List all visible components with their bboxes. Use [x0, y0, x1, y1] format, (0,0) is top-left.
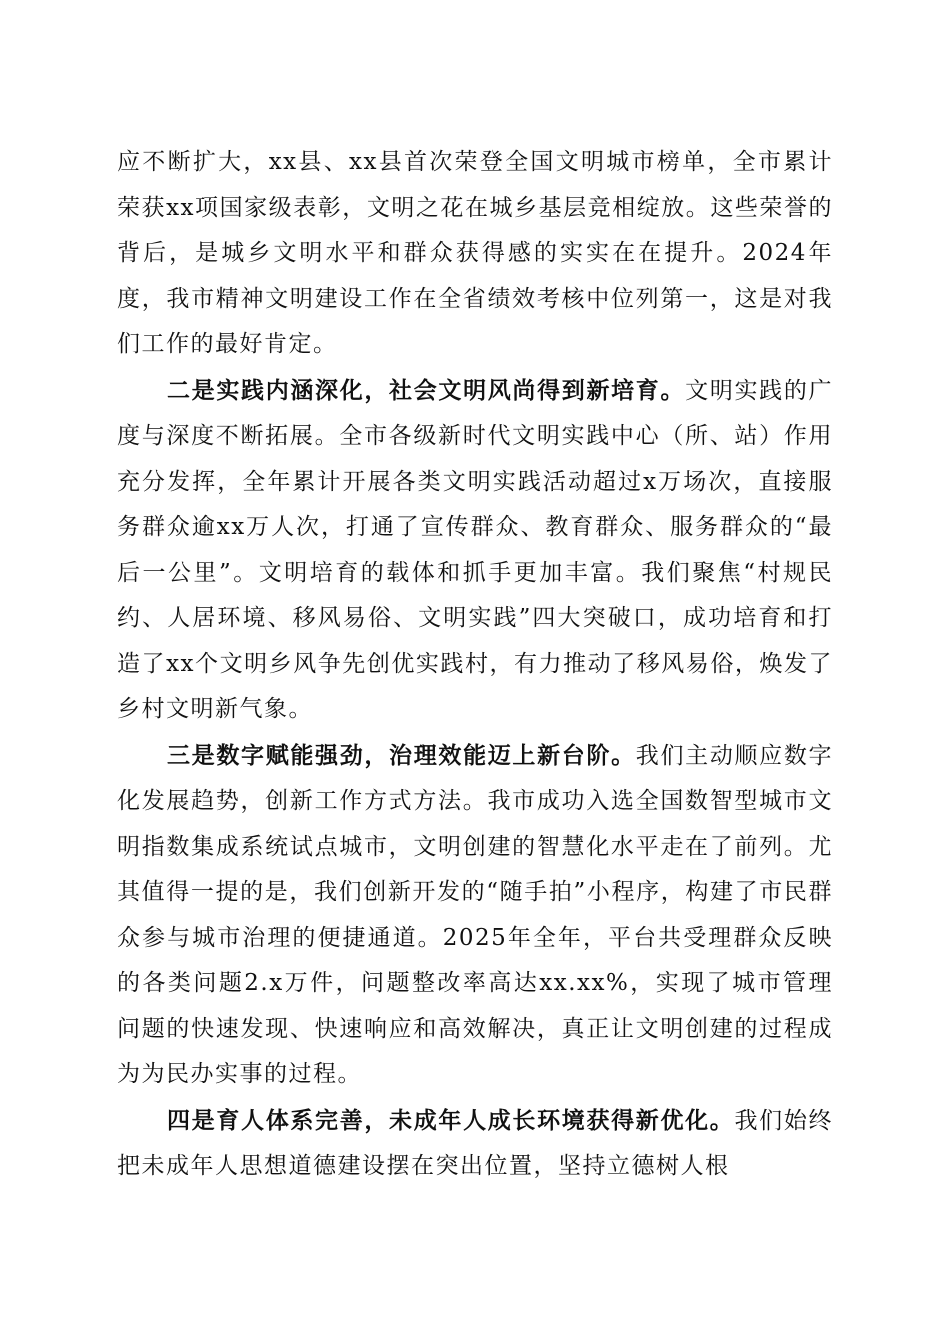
document-body	[117, 140, 833, 1190]
paragraph-4-heading: 四是育人体系完善，未成年人成长环境获得新优化。	[167, 1106, 735, 1134]
paragraph-4-text: 我们始终把未成年人思想道德建设摆在突出位置，坚持立德树人根	[117, 1107, 834, 1179]
paragraph-1-text: 应不断扩大，xx县、xx县首次荣登全国文明城市榜单，全市累计荣获xx项国家级表彰，文明之花在城乡基层竞相绽放。这些荣誉的背后，是城乡文明水平和群众获得感的实实在在提升。2024年度，我市精神文明建设工作在全省绩效考核中位列第一，这是对我们工作的最好肯定。	[117, 149, 833, 357]
paragraph-3-heading: 三是数字赋能强劲，治理效能迈上新台阶。	[167, 741, 636, 769]
paragraph-2-heading: 二是实践内涵深化，社会文明风尚得到新培育。	[167, 376, 686, 404]
paragraph-2-text: 文明实践的广度与深度不断拓展。全市各级新时代文明实践中心（所、站）作用充分发挥，全年累计开展各类文明实践活动超过x万场次，直接服务群众逾xx万人次，打通了宣传群众、教育群众、服务群众的“最后一公里”。文明培育的载体和抓手更加丰富。我们聚焦“村规民约、人居环境、移风易俗、文明实践”四大突破口，成功培育和打造了xx个文明乡风争先创优实践村，有力推动了移风易俗，焕发了乡村文明新气象。	[117, 377, 834, 722]
paragraph-1	[117, 140, 833, 368]
paragraph-2	[117, 368, 833, 733]
paragraph-3	[117, 733, 833, 1098]
paragraph-4	[117, 1098, 833, 1190]
paragraph-3-text: 我们主动顺应数字化发展趋势，创新工作方式方法。我市成功入选全国数智型城市文明指数集成系统试点城市，文明创建的智慧化水平走在了前列。尤其值得一提的是，我们创新开发的“随手拍”小程序，构建了市民群众参与城市治理的便捷通道。2025年全年，平台共受理群众反映的各类问题2.x万件，问题整改率高达xx.xx%，实现了城市管理问题的快速发现、快速响应和高效解决，真正让文明创建的过程成为为民办实事的过程。	[117, 742, 834, 1087]
